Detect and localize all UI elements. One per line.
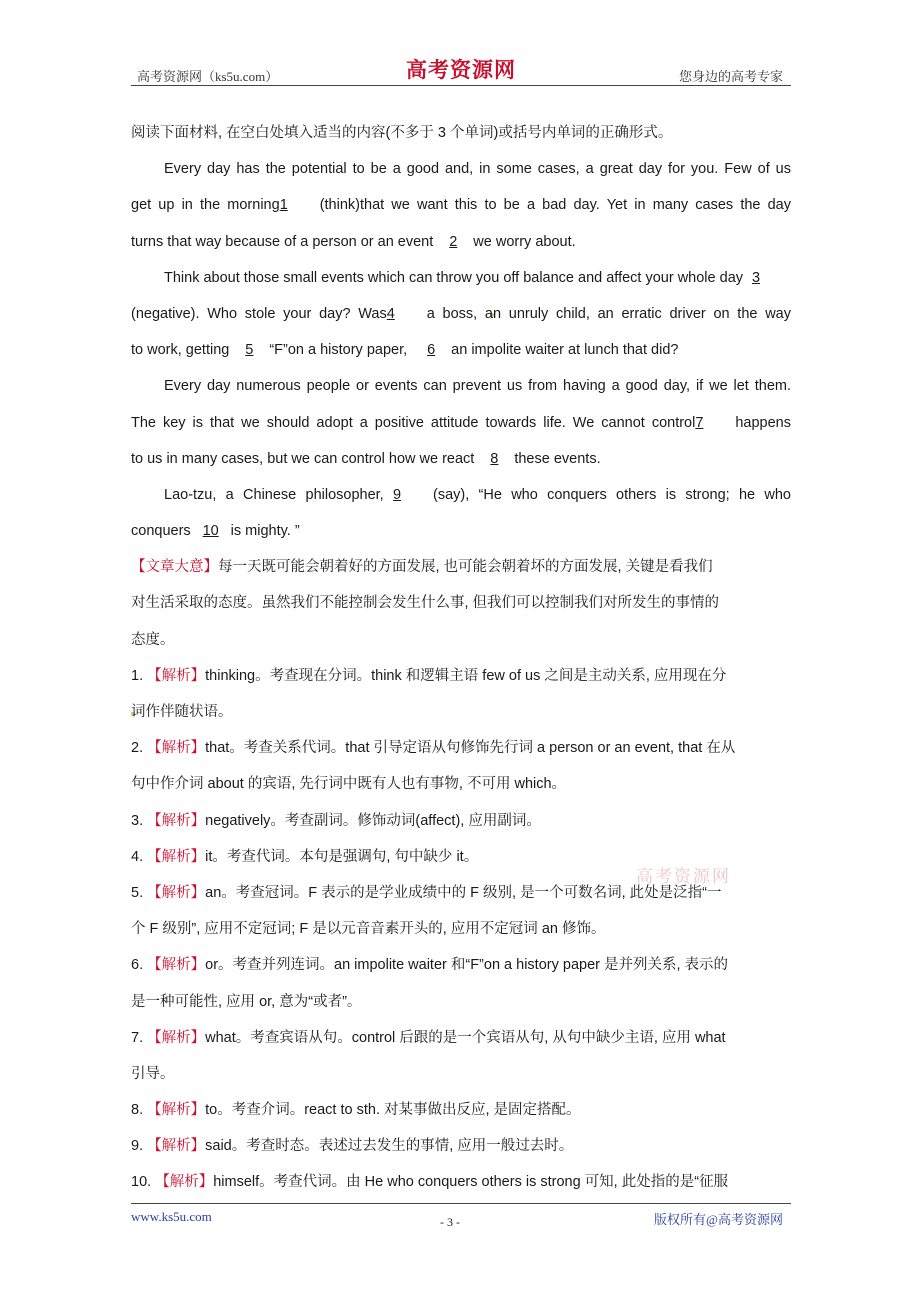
header-divider bbox=[131, 85, 791, 86]
analysis-tag: 【解析】 bbox=[155, 1174, 214, 1191]
passage-text: (think)that we want this to be a bad day. Yet in many cases the day bbox=[319, 197, 791, 214]
passage-text: The key is that we should adopt a positive attitude towards life. We cannot control bbox=[131, 414, 696, 431]
answer-text: said。考查时态。表述过去发生的事情, 应用一般过去时。 bbox=[205, 1138, 574, 1155]
analysis-tag: 【解析】 bbox=[147, 957, 206, 974]
passage-text: happens bbox=[735, 414, 791, 431]
answer-continuation: 个 F 级别”, 应用不定冠词; F 是以元音音素开头的, 应用不定冠词 an 修饰。 bbox=[131, 921, 606, 938]
answer-item bbox=[131, 1092, 791, 1128]
answer-number: 5. bbox=[131, 884, 144, 901]
passage-text: conquers bbox=[131, 523, 191, 540]
summary-line: 态度。 bbox=[131, 631, 175, 648]
answer-number: 3. bbox=[131, 812, 144, 829]
summary-text: 每一天既可能会朝着好的方面发展, 也可能会朝着坏的方面发展, 关键是看我们 bbox=[218, 559, 713, 576]
passage-text: (say), “He who conquers others is strong; he who bbox=[433, 486, 791, 503]
analysis-tag: 【解析】 bbox=[147, 848, 206, 865]
answer-text: that。考查关系代词。that 引导定语从句修饰先行词 a person or an event, that 在从 bbox=[205, 740, 736, 757]
summary-line bbox=[131, 549, 791, 585]
faint-watermark: 高考资源网 bbox=[636, 867, 731, 887]
analysis-tag: 【解析】 bbox=[147, 812, 206, 829]
blank-2: 2 bbox=[449, 233, 458, 250]
passage-line bbox=[131, 224, 791, 260]
answer-number: 6. bbox=[131, 957, 144, 974]
blank-1: 1 bbox=[279, 197, 288, 214]
answer-text: what。考查宾语从句。control 后跟的是一个宾语从句, 从句中缺少主语, 应用 what bbox=[205, 1029, 726, 1046]
answer-continuation: 是一种可能性, 应用 or, 意为“或者”。 bbox=[131, 993, 362, 1010]
passage-text: a boss, an unruly child, an erratic driver on the way bbox=[426, 305, 791, 322]
passage-line bbox=[131, 187, 791, 223]
analysis-tag: 【解析】 bbox=[147, 667, 206, 684]
passage-line bbox=[131, 513, 791, 549]
passage-text: these events. bbox=[514, 450, 601, 467]
answer-text: an。考查冠词。F 表示的是学业成绩中的 F 级别, 是一个可数名词, 此处是泛指“一 bbox=[205, 884, 722, 901]
answer-item bbox=[131, 875, 791, 911]
answer-number: 10. bbox=[131, 1174, 152, 1191]
passage-text: Lao-tzu, a Chinese philosopher, bbox=[164, 486, 394, 503]
blank-6: 6 bbox=[427, 342, 436, 359]
answer-text: or。考查并列连词。an impolite waiter 和“F”on a history paper 是并列关系, 表示的 bbox=[205, 957, 729, 974]
passage-line: Every day numerous people or events can prevent us from having a good day, if we let them. bbox=[164, 378, 791, 395]
footer-copyright: 版权所有@高考资源网 bbox=[654, 1212, 783, 1227]
passage-line bbox=[131, 477, 791, 513]
passage-text: get up in the morning bbox=[131, 197, 280, 214]
header-logo: 高考资源网 bbox=[406, 57, 516, 82]
summary-tag: 【文章大意】 bbox=[131, 559, 218, 576]
passage-text: is mighty. ” bbox=[230, 523, 300, 540]
answer-text: to。考查介词。react to sth. 对某事做出反应, 是固定搭配。 bbox=[205, 1102, 581, 1119]
footer-divider bbox=[131, 1203, 791, 1204]
answer-text: himself。考查代词。由 He who conquers others is strong 可知, 此处指的是“征服 bbox=[213, 1174, 729, 1191]
answer-item bbox=[131, 1020, 791, 1056]
document-body bbox=[131, 115, 791, 1201]
answer-item bbox=[131, 803, 791, 839]
passage-line bbox=[131, 332, 791, 368]
blank-4: 4 bbox=[386, 305, 395, 322]
answer-item bbox=[131, 1164, 791, 1200]
answer-number: 8. bbox=[131, 1102, 144, 1119]
passage-line bbox=[131, 296, 791, 332]
passage-text: Think about those small events which can throw you off balance and affect your whole day bbox=[164, 269, 744, 286]
analysis-tag: 【解析】 bbox=[147, 1138, 206, 1155]
answer-item bbox=[131, 658, 791, 694]
analysis-tag: 【解析】 bbox=[147, 1102, 206, 1119]
answer-item bbox=[131, 730, 791, 766]
header-site-name: 高考资源网（ks5u.com） bbox=[137, 69, 279, 84]
answer-text: thinking。考查现在分词。think 和逻辑主语 few of us 之间是主动关系, 应用现在分 bbox=[205, 667, 727, 684]
blank-7: 7 bbox=[695, 414, 704, 431]
analysis-tag: 【解析】 bbox=[147, 1029, 206, 1046]
analysis-tag: 【解析】 bbox=[147, 740, 206, 757]
page-number: - 3 - bbox=[440, 1215, 460, 1229]
footer-site-link[interactable]: www.ks5u.com bbox=[131, 1209, 212, 1224]
answer-text: negatively。考查副词。修饰动词(affect), 应用副词。 bbox=[205, 812, 541, 829]
answer-list bbox=[131, 658, 791, 1201]
answer-item bbox=[131, 947, 791, 983]
answer-continuation: 引导。 bbox=[131, 1065, 175, 1082]
blank-10: 10 bbox=[202, 523, 219, 540]
passage-text: we worry about. bbox=[473, 233, 576, 250]
header-slogan: 您身边的高考专家 bbox=[678, 69, 783, 84]
blank-5: 5 bbox=[245, 342, 254, 359]
answer-number: 2. bbox=[131, 740, 144, 757]
passage-text: “F”on a history paper, bbox=[269, 342, 412, 359]
instruction: 阅读下面材料, 在空白处填入适当的内容(不多于 3 个单词)或括号内单词的正确形式。 bbox=[131, 125, 673, 141]
analysis-tag: 【解析】 bbox=[147, 884, 206, 901]
answer-text: it。考查代词。本句是强调句, 句中缺少 it。 bbox=[205, 848, 479, 865]
page-header bbox=[131, 54, 791, 86]
answer-item bbox=[131, 839, 791, 875]
answer-continuation: 句中作介词 about 的宾语, 先行词中既有人也有事物, 不可用 which。 bbox=[131, 776, 567, 793]
blank-9: 9 bbox=[393, 486, 402, 503]
passage-line bbox=[131, 260, 791, 296]
summary-line: 对生活采取的态度。虽然我们不能控制会发生什么事, 但我们可以控制我们对所发生的事情的 bbox=[131, 595, 720, 612]
answer-number: 1. bbox=[131, 667, 144, 684]
passage-line bbox=[131, 441, 791, 477]
passage-text: to work, getting bbox=[131, 342, 230, 359]
blank-8: 8 bbox=[490, 450, 499, 467]
passage-line bbox=[131, 405, 791, 441]
passage-line: Every day has the potential to be a good and, in some cases, a great day for you. Few of us bbox=[164, 161, 791, 178]
answer-number: 7. bbox=[131, 1029, 144, 1046]
passage-text: an impolite waiter at lunch that did? bbox=[451, 342, 679, 359]
answer-number: 9. bbox=[131, 1138, 144, 1155]
passage-text: turns that way because of a person or an event bbox=[131, 233, 434, 250]
blank-3: 3 bbox=[751, 269, 761, 286]
passage-text: (negative). Who stole your day? Was bbox=[131, 305, 387, 322]
answer-number: 4. bbox=[131, 848, 144, 865]
passage-text: to us in many cases, but we can control how we react bbox=[131, 450, 475, 467]
answer-continuation: 词作伴随状语。 bbox=[131, 704, 233, 720]
answer-item bbox=[131, 1128, 791, 1164]
